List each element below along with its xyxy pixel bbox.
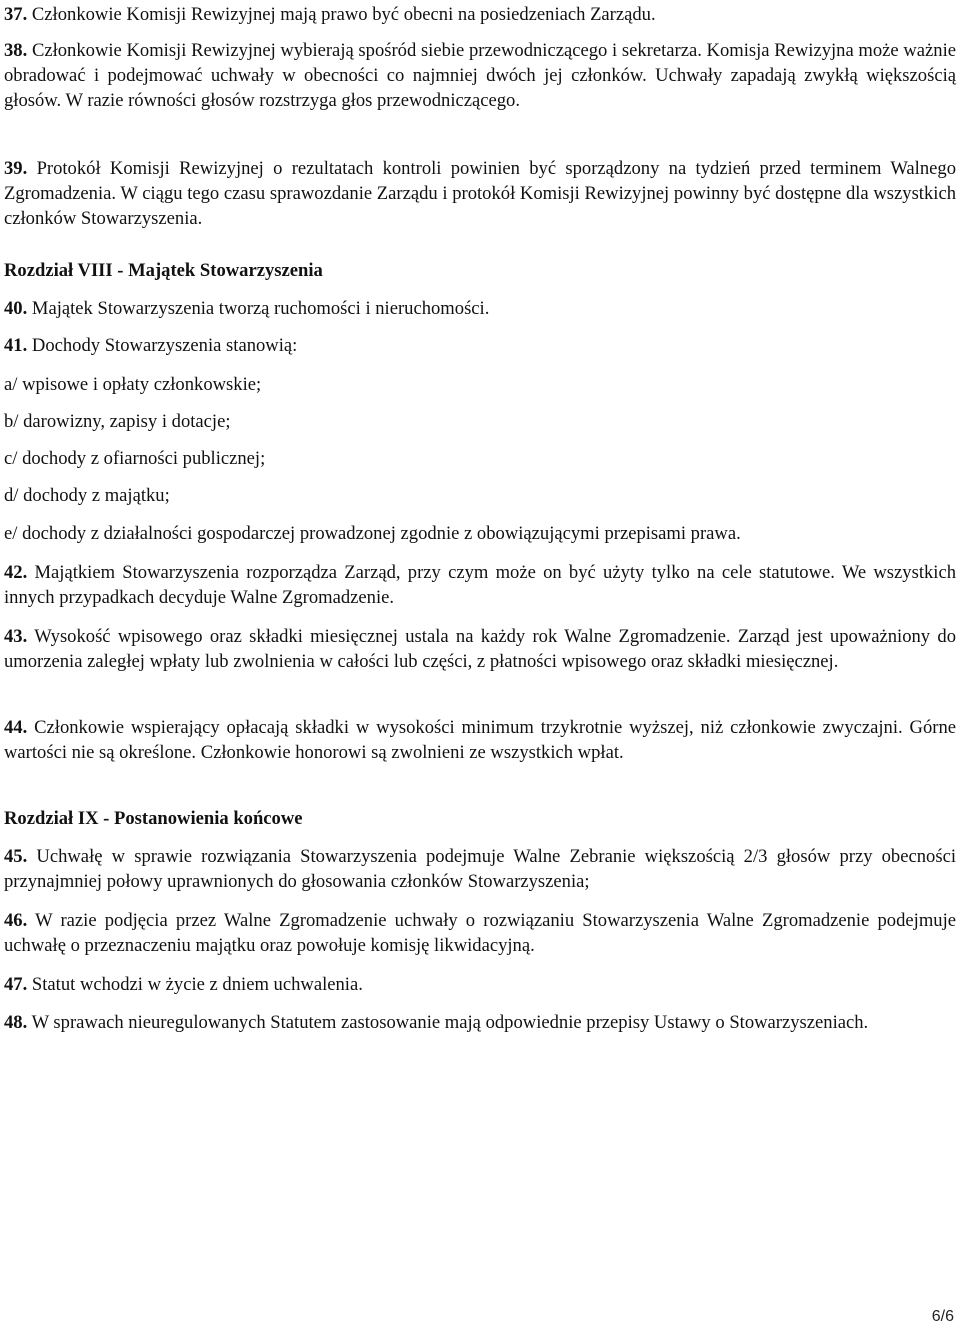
paragraph-number: 45. — [4, 846, 28, 867]
paragraph-text: Majątkiem Stowarzyszenia rozporządza Zarząd, przy czym może on być użyty tylko na cele statutowe. We wszystkich innych przypadkach decyduje Walne Zgromadzenie. — [4, 562, 956, 608]
paragraph-text: Wysokość wpisowego oraz składki miesięcznej ustala na każdy rok Walne Zgromadzenie. Zarząd jest upoważniony do umorzenia zaległej wpłaty lub zwolnienia w całości lub części, z płatności wpisowego oraz składki miesięcznej. — [4, 626, 956, 672]
income-item-d: d/ dochody z majątku; — [4, 485, 170, 506]
paragraph-text: Dochody Stowarzyszenia stanowią: — [31, 335, 298, 356]
paragraph-39 — [4, 156, 956, 231]
paragraph-37 — [4, 2, 956, 27]
paragraph-text: Majątek Stowarzyszenia tworzą ruchomości i nieruchomości. — [31, 298, 490, 319]
paragraph-38 — [4, 38, 956, 113]
page-number: 6/6 — [931, 1308, 954, 1325]
paragraph-number: 37. — [4, 4, 28, 25]
paragraph-number: 42. — [4, 562, 28, 583]
paragraph-text: Protokół Komisji Rewizyjnej o rezultatach kontroli powinien być sporządzony na tydzień przed terminem Walnego Zgromadzenia. W ciągu tego czasu sprawozdanie Zarządu i protokół Komisji Rewizyjnej powinny być dostępne dla wszystkich członków Stowarzyszenia. — [4, 158, 956, 229]
paragraph-number: 46. — [4, 910, 28, 931]
paragraph-number: 43. — [4, 626, 28, 647]
income-item-c: c/ dochody z ofiarności publicznej; — [4, 448, 266, 469]
paragraph-text: Członkowie Komisji Rewizyjnej mają prawo być obecni na posiedzeniach Zarządu. — [31, 4, 656, 25]
income-item-b: b/ darowizny, zapisy i dotacje; — [4, 411, 231, 432]
paragraph-text: Statut wchodzi w życie z dniem uchwalenia. — [31, 974, 363, 995]
income-item-a: a/ wpisowe i opłaty członkowskie; — [4, 374, 262, 395]
paragraph-47 — [4, 972, 956, 997]
income-item-e: e/ dochody z działalności gospodarczej prowadzonej zgodnie z obowiązującymi przepisami prawa. — [4, 523, 741, 544]
paragraph-48 — [4, 1010, 956, 1035]
paragraph-number: 39. — [4, 158, 28, 179]
paragraph-text: Uchwałę w sprawie rozwiązania Stowarzyszenia podejmuje Walne Zebranie większością 2/3 głosów przy obecności przynajmniej połowy uprawnionych do głosowania członków Stowarzyszenia; — [4, 846, 956, 892]
paragraph-number: 41. — [4, 335, 28, 356]
paragraph-number: 47. — [4, 974, 28, 995]
paragraph-41 — [4, 333, 956, 358]
chapter-viii-heading: Rozdział VIII - Majątek Stowarzyszenia — [4, 260, 323, 281]
paragraph-43 — [4, 624, 956, 674]
paragraph-text: Członkowie Komisji Rewizyjnej wybierają spośród siebie przewodniczącego i sekretarza. Komisja Rewizyjna może ważnie obradować i podejmować uchwały w obecności co najmniej dwóch jej członków. Uchwały zapadają zwykłą większością głosów. W razie równości głosów rozstrzyga głos przewodniczącego. — [4, 40, 956, 111]
paragraph-text: W sprawach nieuregulowanych Statutem zastosowanie mają odpowiednie przepisy Ustawy o Stowarzyszeniach. — [31, 1012, 869, 1033]
paragraph-number: 40. — [4, 298, 28, 319]
paragraph-text: Członkowie wspierający opłacają składki w wysokości minimum trzykrotnie wyższej, niż członkowie zwyczajni. Górne wartości nie są określone. Członkowie honorowi są zwolnieni ze wszystkich wpłat. — [4, 717, 956, 763]
paragraph-42 — [4, 560, 956, 610]
paragraph-number: 44. — [4, 717, 28, 738]
paragraph-number: 38. — [4, 40, 28, 61]
chapter-ix-heading: Rozdział IX - Postanowienia końcowe — [4, 808, 303, 829]
paragraph-40 — [4, 296, 956, 321]
paragraph-text: W razie podjęcia przez Walne Zgromadzenie uchwały o rozwiązaniu Stowarzyszenia Walne Zgromadzenie podejmuje uchwałę o przeznaczeniu majątku oraz powołuje komisję likwidacyjną. — [4, 910, 956, 956]
paragraph-44 — [4, 715, 956, 765]
paragraph-46 — [4, 908, 956, 958]
paragraph-45 — [4, 844, 956, 894]
paragraph-number: 48. — [4, 1012, 28, 1033]
